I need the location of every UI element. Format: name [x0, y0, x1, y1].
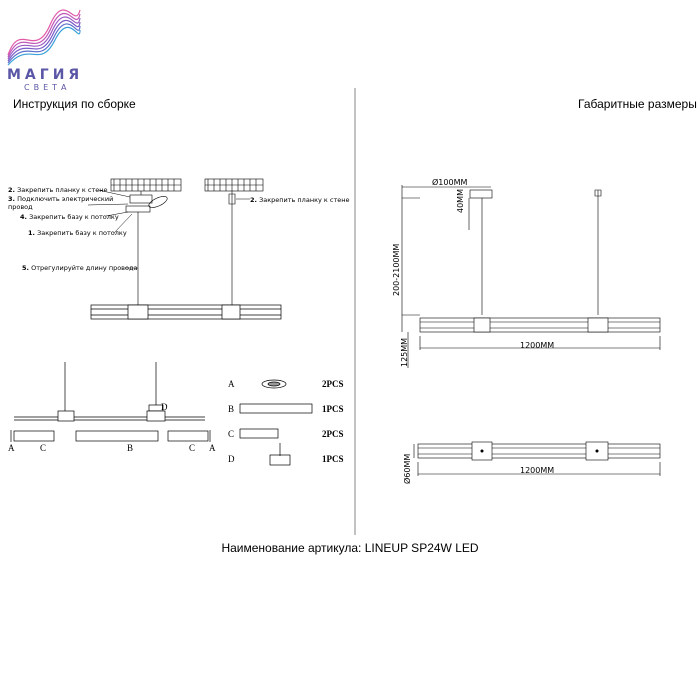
assembly-exploded-view: [11, 362, 210, 442]
dim-length-top: 1200MM: [520, 466, 555, 475]
ceiling-block-right: [205, 179, 263, 191]
ceiling-block-left: [111, 179, 181, 191]
assembly-label-c: C: [189, 443, 196, 453]
part-letter: A: [228, 379, 235, 389]
brand-name: МАГИЯ: [7, 67, 84, 83]
step-label: 2. Закрепить планку к стене: [250, 196, 350, 204]
part-qty: 1PCS: [322, 454, 344, 464]
assembly-label-c: C: [40, 443, 47, 453]
dim-canopy-height: 40MM: [456, 189, 465, 213]
step-label: 2. Закрепить планку к стене: [8, 186, 108, 194]
long-bar-icon: [240, 404, 312, 413]
ring-icon-inner: [268, 382, 280, 386]
article-name: Наименование артикула: LINEUP SP24W LED: [221, 541, 479, 555]
left-panel-title: Инструкция по сборке: [13, 97, 136, 111]
short-bar-icon: [240, 429, 278, 438]
part-qty: 1PCS: [322, 404, 344, 414]
assembly-label-a: A: [8, 443, 15, 453]
connector-icon: [270, 455, 290, 465]
step-label: 5. Отрегулируйте длину провода: [22, 264, 138, 272]
brand-subtitle: СВЕТА: [24, 83, 71, 92]
part-letter: D: [228, 454, 235, 464]
dim-canopy-diameter: Ø100MM: [432, 178, 468, 187]
step-label: 3. Подключить электрический провод: [8, 195, 114, 211]
part-letter: B: [228, 404, 235, 414]
step-label: 4. Закрепить базу к потолку: [20, 213, 119, 221]
dim-fixture-height: 125MM: [400, 337, 409, 367]
part-qty: 2PCS: [322, 379, 344, 389]
canopy-detail: [126, 191, 235, 305]
right-panel-title: Габаритные размеры: [578, 97, 697, 111]
dim-tube-diameter: Ø60MM: [403, 453, 412, 484]
part-letter: C: [228, 429, 235, 439]
fixture-install-view: [91, 305, 281, 319]
assembly-label-b: B: [127, 443, 134, 453]
assembly-label-a: A: [209, 443, 216, 453]
step-label: 1. Закрепить базу к потолку: [28, 229, 127, 237]
assembly-label-d: D: [161, 402, 168, 412]
dim-length-front: 1200MM: [520, 341, 555, 350]
part-qty: 2PCS: [322, 429, 344, 439]
dim-cable-length: 200-2100MM: [392, 243, 401, 296]
